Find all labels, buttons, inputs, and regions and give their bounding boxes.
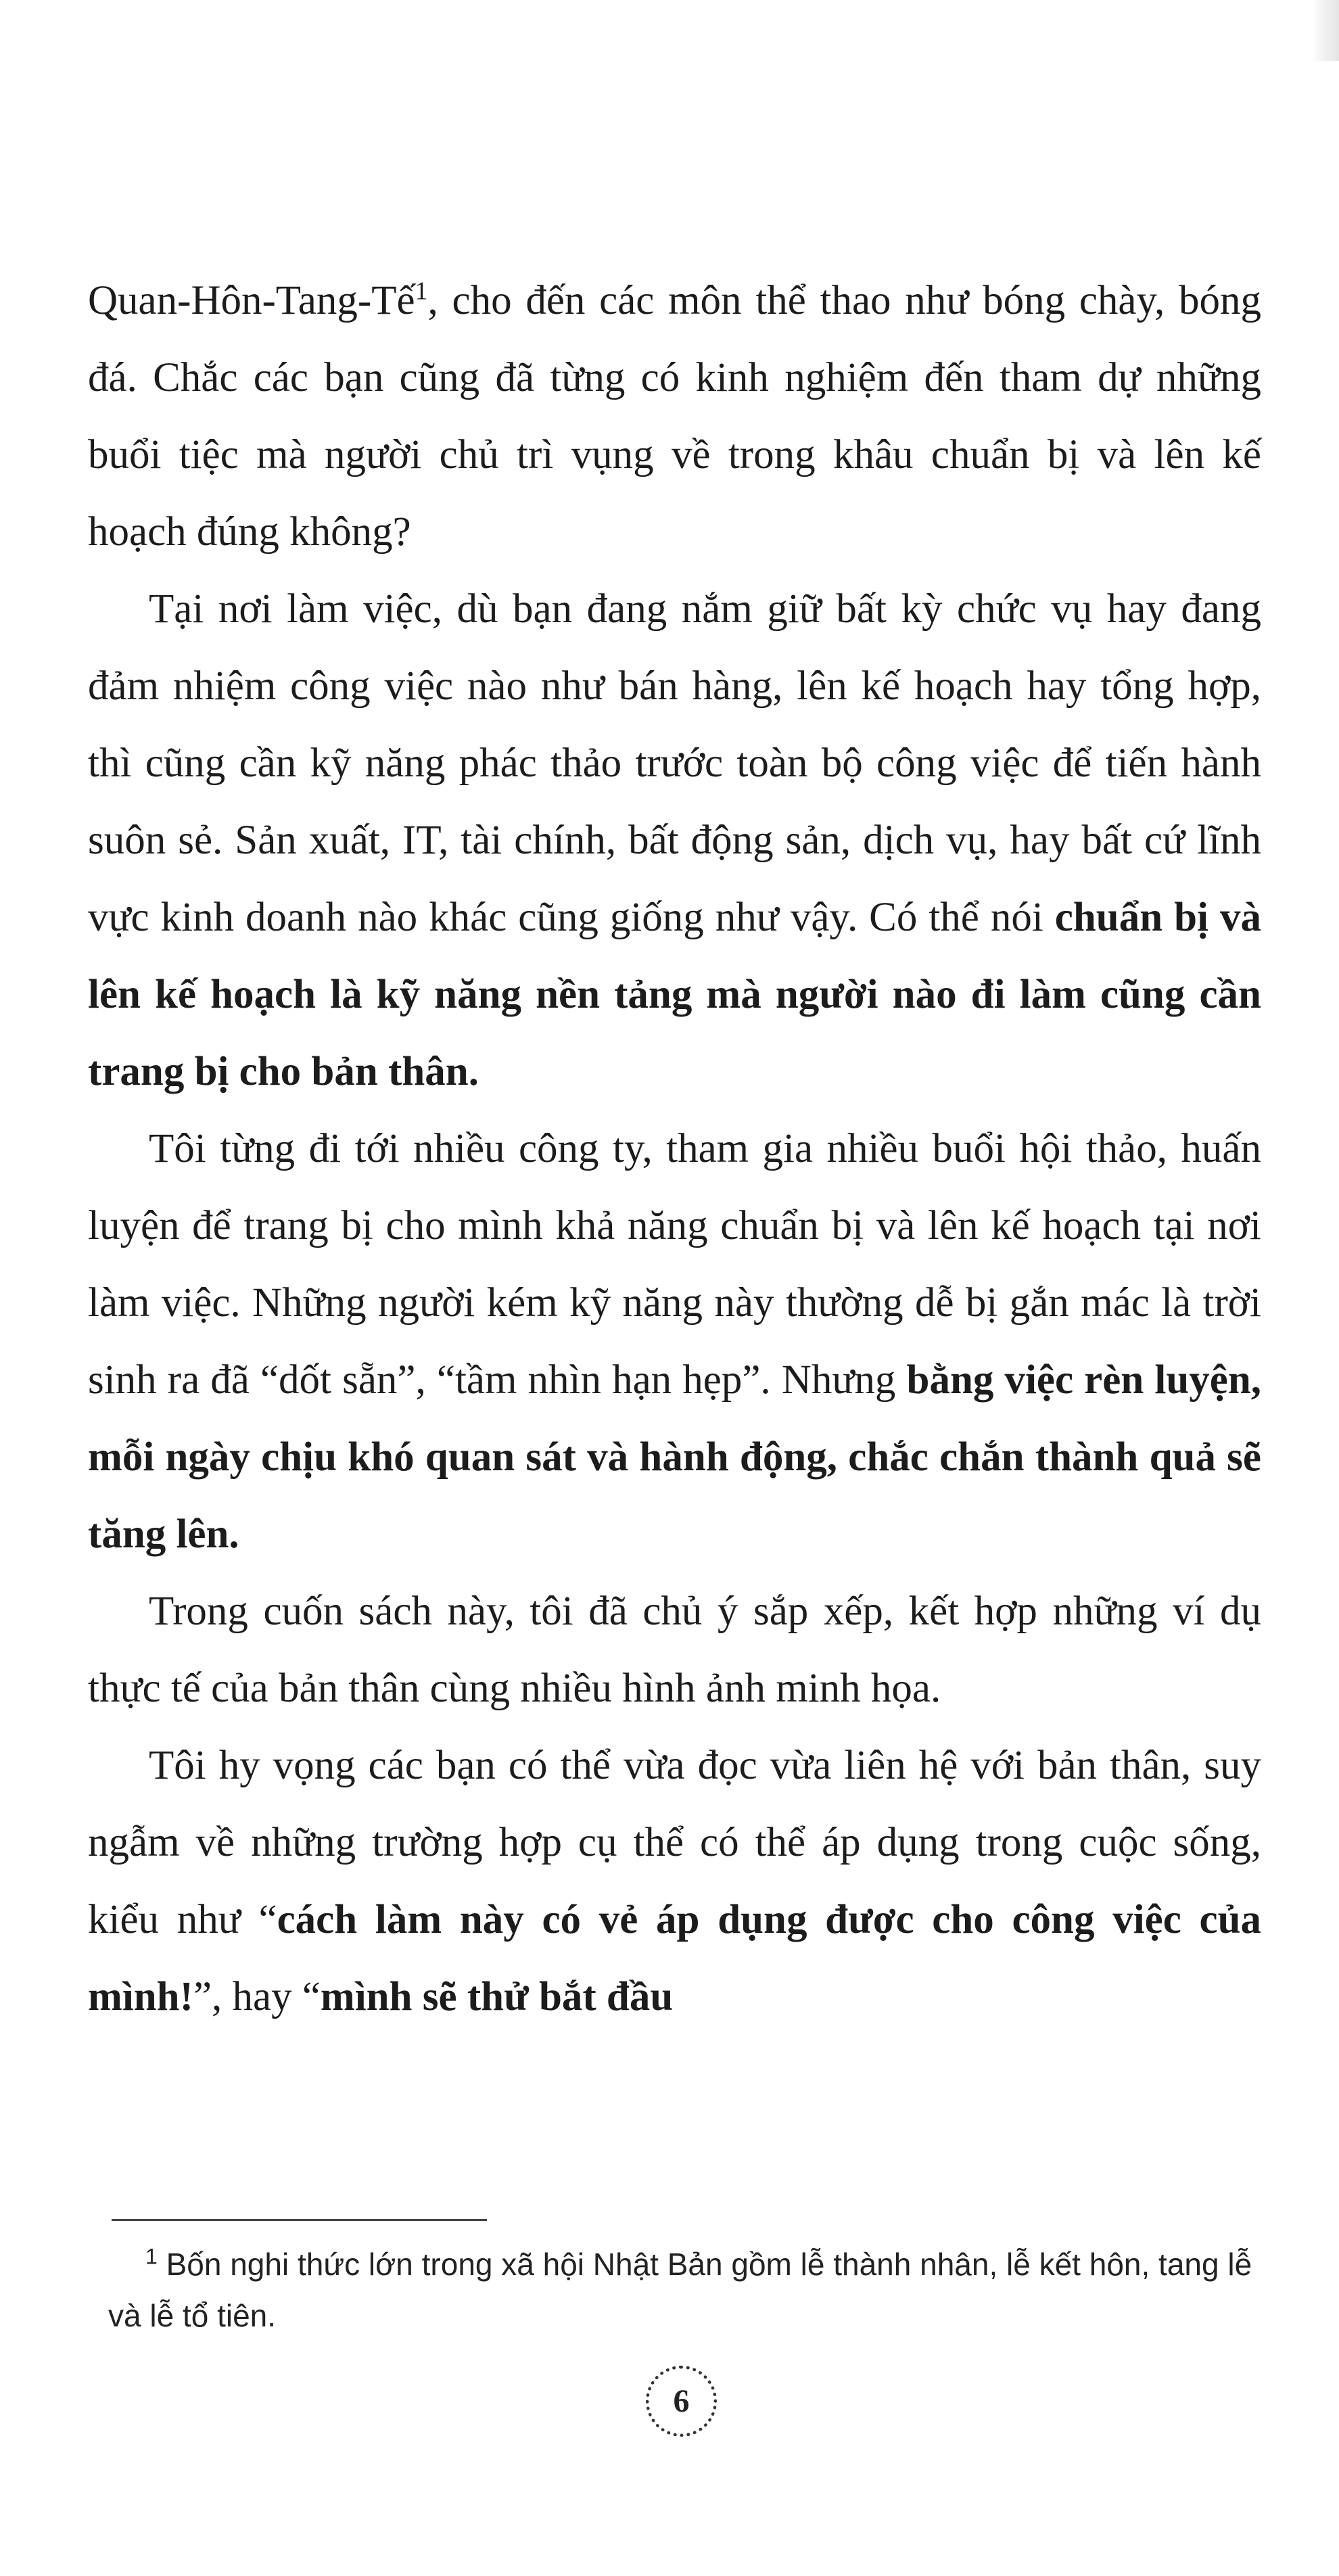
paragraph-5 xyxy=(88,1727,1261,2036)
paragraph-5-bold-2: mình sẽ thử bắt đầu xyxy=(320,1974,674,2019)
footnote xyxy=(108,2239,1261,2341)
paragraph-4-text: Trong cuốn sách này, tôi đã chủ ý sắp xếp, kết hợp những ví dụ thực tế của bản thân cùng nhiều hình ảnh minh họa. xyxy=(88,1589,1261,1711)
paragraph-2-bold: chuẩn bị và lên kế hoạch là kỹ năng nền tảng mà người nào đi làm cũng cần trang bị cho bản thân. xyxy=(88,895,1261,1094)
page-number xyxy=(646,2366,717,2437)
paragraph-4 xyxy=(88,1573,1261,1727)
paragraph-1-text-b: , cho đến các môn thể thao như bóng chày, bóng đá. Chắc các bạn cũng đã từng có kinh nghiệm đến tham dự những buổi tiệc mà người chủ trì vụng về trong khâu chuẩn bị và lên kế hoạch đúng không? xyxy=(88,278,1261,555)
page-number-label: 6 xyxy=(673,2383,690,2419)
paragraph-1 xyxy=(88,262,1261,571)
paragraph-2 xyxy=(88,571,1261,1110)
body-text xyxy=(88,262,1261,2036)
paragraph-1-text-a: Quan-Hôn-Tang-Tế xyxy=(88,278,415,323)
paragraph-5-text-a: Tôi hy vọng các bạn có thể vừa đọc vừa liên hệ với bản thân, suy ngẫm về những trường hợp cụ thể có thể áp dụng trong cuộc sống, kiểu như “ xyxy=(88,1743,1261,1942)
footnote-divider xyxy=(112,2219,487,2221)
paragraph-3-bold: bằng việc rèn luyện, mỗi ngày chịu khó quan sát và hành động, chắc chắn thành quả sẽ tăng lên. xyxy=(88,1357,1261,1557)
footnote-marker: 1 xyxy=(145,2244,158,2269)
footnote-text: Bốn nghi thức lớn trong xã hội Nhật Bản gồm lễ thành nhân, lễ kết hôn, tang lễ và lễ tổ tiên. xyxy=(108,2247,1252,2333)
paragraph-5-text-b: ”, hay “ xyxy=(193,1974,321,2019)
paragraph-3-text: Tôi từng đi tới nhiều công ty, tham gia nhiều buổi hội thảo, huấn luyện để trang bị cho mình khả năng chuẩn bị và lên kế hoạch tại nơi làm việc. Những người kém kỹ năng này thường dễ bị gắn mác là trời sinh ra đã “dốt sẵn”, “tầm nhìn hạn hẹp”. Nhưng xyxy=(88,1126,1261,1403)
page-edge-shadow xyxy=(1311,0,1339,61)
paragraph-3 xyxy=(88,1110,1261,1573)
footnote-reference[interactable]: 1 xyxy=(415,277,428,306)
paragraph-2-text: Tại nơi làm việc, dù bạn đang nắm giữ bất kỳ chức vụ hay đang đảm nhiệm công việc nào như bán hàng, lên kế hoạch hay tổng hợp, thì cũng cần kỹ năng phác thảo trước toàn bộ công việc để tiến hành suôn sẻ. Sản xuất, IT, tài chính, bất động sản, dịch vụ, hay bất cứ lĩnh vực kinh doanh nào khác cũng giống như vậy. Có thể nói xyxy=(88,586,1261,940)
paragraph-5-bold-1: cách làm này có vẻ áp dụng được cho công việc của mình! xyxy=(88,1897,1261,2019)
